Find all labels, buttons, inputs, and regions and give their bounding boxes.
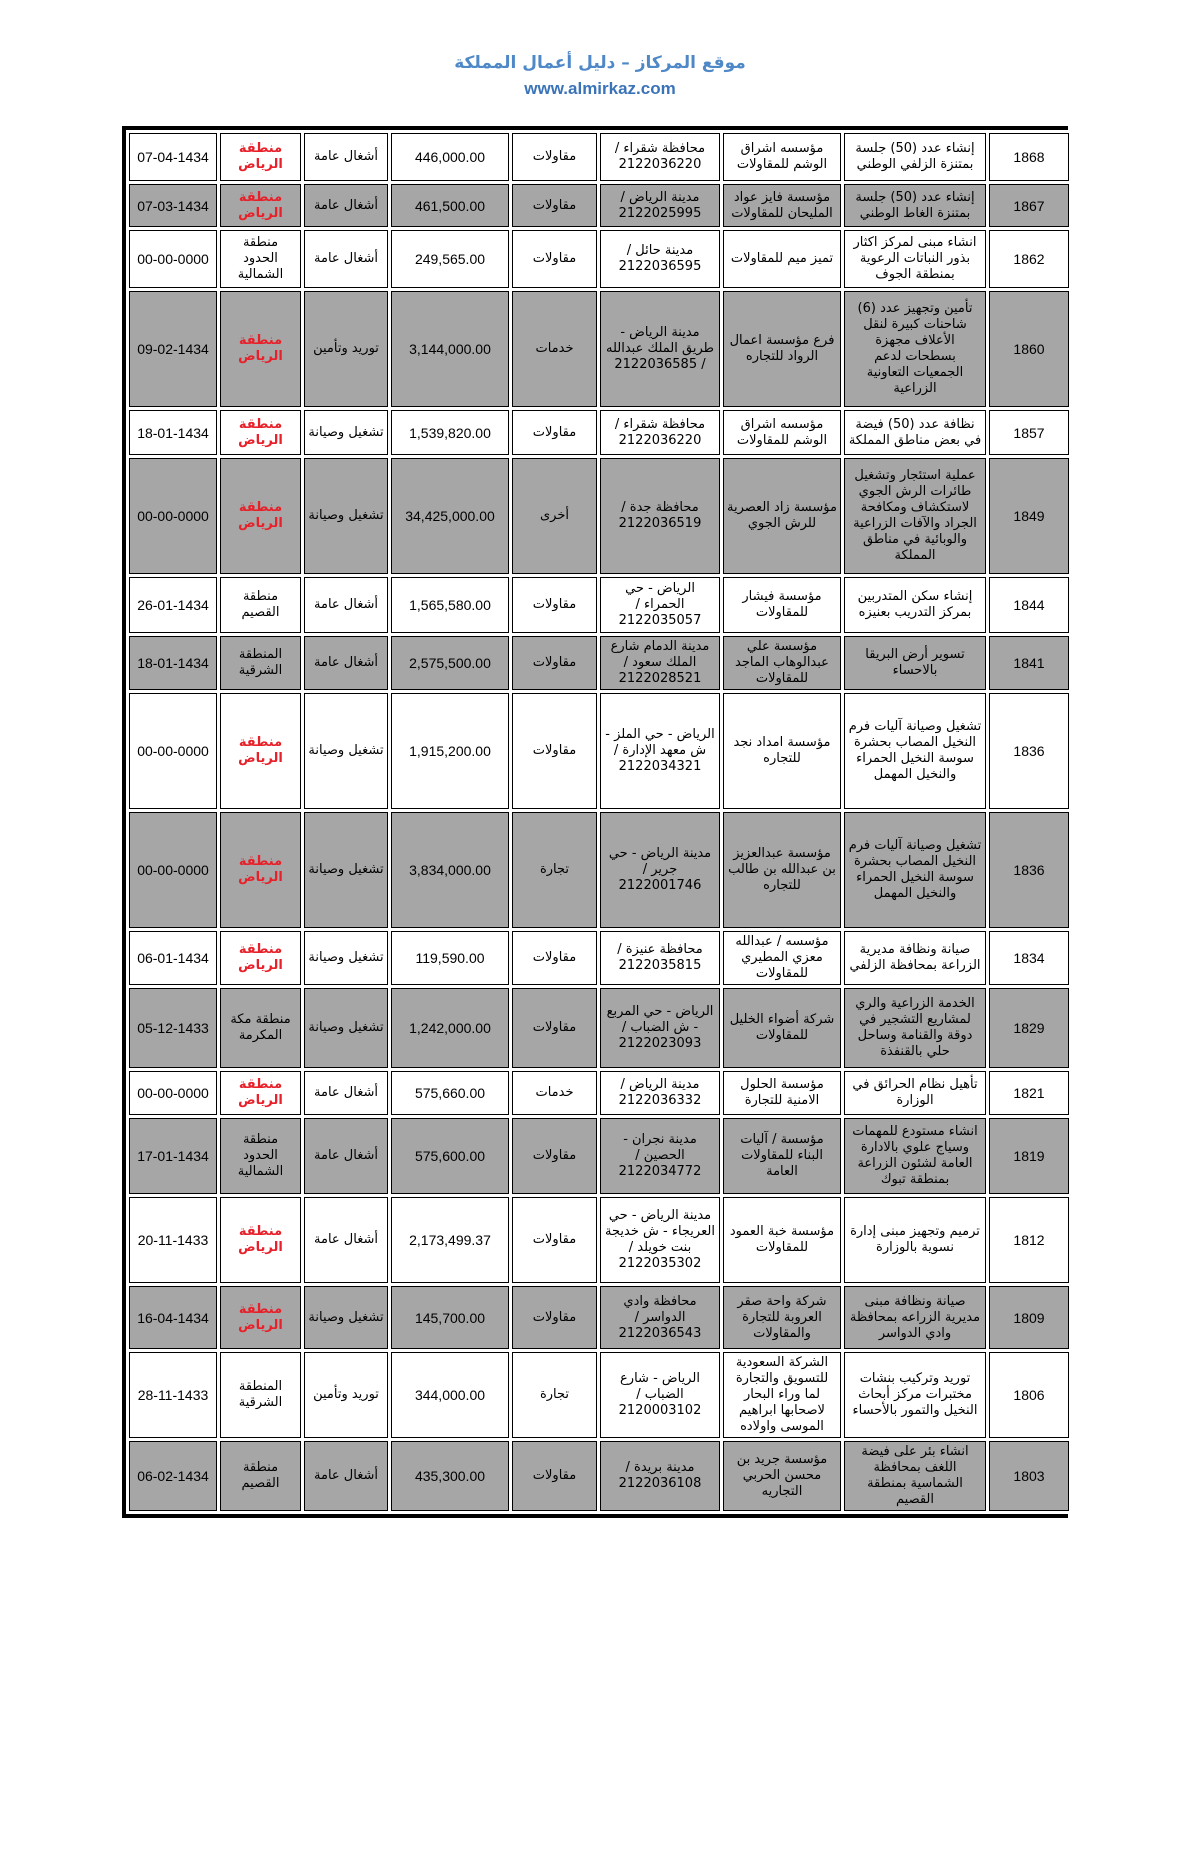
company-cell: مؤسسة الحلول الامنية للتجارة	[723, 1071, 841, 1115]
city-cell: الرياض - شارع الضباب / 2120003102	[600, 1352, 720, 1438]
region-cell: منطقة القصيم	[220, 577, 301, 633]
description-cell: تأمين وتجهيز عدد (6) شاحنات كبيرة لنقل الأعلاف مجهزة بسطحات لدعم الجمعيات التعاونية الزراعية	[844, 291, 986, 407]
amount-cell: 1,539,820.00	[391, 410, 509, 455]
amount-cell: 119,590.00	[391, 931, 509, 985]
date-cell: 17-01-1434	[129, 1118, 217, 1194]
category-cell: تشغيل وصيانة	[304, 1286, 388, 1349]
company-cell: مؤسسة زاد العصرية للرش الجوي	[723, 458, 841, 574]
description-cell: صيانة ونظافة مبنى مديرية الزراعه بمحافظة وادي الدواسر	[844, 1286, 986, 1349]
amount-cell: 249,565.00	[391, 230, 509, 288]
region-cell: منطقة الرياض	[220, 693, 301, 809]
category-cell: أشغال عامة	[304, 1071, 388, 1115]
company-cell: شركة واحة صقر العروبة للتجارة والمقاولات	[723, 1286, 841, 1349]
city-cell: الرياض - حي الملز - ش معهد الإدارة / 2122034321	[600, 693, 720, 809]
amount-cell: 461,500.00	[391, 184, 509, 227]
description-cell: تأهيل نظام الحرائق في الوزارة	[844, 1071, 986, 1115]
site-url[interactable]: www.almirkaz.com	[524, 79, 676, 98]
type-cell: مقاولات	[512, 184, 597, 227]
amount-cell: 3,834,000.00	[391, 812, 509, 928]
table-row	[129, 1352, 1069, 1438]
number-cell: 1803	[989, 1441, 1069, 1511]
region-cell: منطقة مكة المكرمة	[220, 988, 301, 1068]
date-cell: 05-12-1433	[129, 988, 217, 1068]
type-cell: خدمات	[512, 291, 597, 407]
city-cell: مدينة الدمام شارع الملك سعود / 2122028521	[600, 636, 720, 690]
number-cell: 1812	[989, 1197, 1069, 1283]
type-cell: تجارة	[512, 1352, 597, 1438]
description-cell: إنشاء سكن المتدربين بمركز التدريب بعنيزه	[844, 577, 986, 633]
tenders-table-body	[129, 133, 1069, 1511]
category-cell: تشغيل وصيانة	[304, 988, 388, 1068]
category-cell: تشغيل وصيانة	[304, 931, 388, 985]
number-cell: 1841	[989, 636, 1069, 690]
number-cell: 1834	[989, 931, 1069, 985]
region-cell: منطقة الرياض	[220, 812, 301, 928]
company-cell: فرع مؤسسة اعمال الرواد للتجاره	[723, 291, 841, 407]
description-cell: إنشاء عدد (50) جلسة بمتنزة الغاط الوطني	[844, 184, 986, 227]
description-cell: تسوير أرض البريقا بالاحساء	[844, 636, 986, 690]
type-cell: مقاولات	[512, 636, 597, 690]
amount-cell: 1,242,000.00	[391, 988, 509, 1068]
region-cell: منطقة الحدود الشمالية	[220, 1118, 301, 1194]
number-cell: 1821	[989, 1071, 1069, 1115]
date-cell: 00-00-0000	[129, 1071, 217, 1115]
table-row	[129, 410, 1069, 455]
type-cell: مقاولات	[512, 133, 597, 181]
type-cell: مقاولات	[512, 1197, 597, 1283]
number-cell: 1819	[989, 1118, 1069, 1194]
date-cell: 18-01-1434	[129, 410, 217, 455]
city-cell: محافظة جدة / 2122036519	[600, 458, 720, 574]
category-cell: تشغيل وصيانة	[304, 458, 388, 574]
amount-cell: 1,565,580.00	[391, 577, 509, 633]
type-cell: مقاولات	[512, 693, 597, 809]
date-cell: 26-01-1434	[129, 577, 217, 633]
table-row	[129, 1118, 1069, 1194]
city-cell: محافظة شقراء / 2122036220	[600, 410, 720, 455]
type-cell: تجارة	[512, 812, 597, 928]
table-row	[129, 988, 1069, 1068]
date-cell: 09-02-1434	[129, 291, 217, 407]
description-cell: تشغيل وصيانة آليات فرم النخيل المصاب بحشرة سوسة النخيل الحمراء والنخيل المهمل	[844, 693, 986, 809]
number-cell: 1860	[989, 291, 1069, 407]
region-cell: منطقة الرياض	[220, 133, 301, 181]
city-cell: محافظة وادي الدواسر / 2122036543	[600, 1286, 720, 1349]
amount-cell: 3,144,000.00	[391, 291, 509, 407]
description-cell: ترميم وتجهيز مبنى إدارة نسوية بالوزارة	[844, 1197, 986, 1283]
category-cell: توريد وتأمين	[304, 291, 388, 407]
table-row	[129, 693, 1069, 809]
company-cell: مؤسسه / عبدالله معزي المطيري للمقاولات	[723, 931, 841, 985]
table-row	[129, 184, 1069, 227]
region-cell: منطقة الرياض	[220, 1286, 301, 1349]
number-cell: 1829	[989, 988, 1069, 1068]
category-cell: أشغال عامة	[304, 1197, 388, 1283]
category-cell: أشغال عامة	[304, 577, 388, 633]
company-cell: الشركة السعودية للتسويق والتجارة لما وراء البحار لاصحابها ابراهيم الموسى واولاده	[723, 1352, 841, 1438]
company-cell: مؤسسة جريد بن محسن الحربي التجاريه	[723, 1441, 841, 1511]
date-cell: 00-00-0000	[129, 693, 217, 809]
table-row	[129, 931, 1069, 985]
region-cell: منطقة الرياض	[220, 291, 301, 407]
city-cell: مدينة نجران - الحصين / 2122034772	[600, 1118, 720, 1194]
company-cell: تميز ميم للمقاولات	[723, 230, 841, 288]
date-cell: 16-04-1434	[129, 1286, 217, 1349]
number-cell: 1862	[989, 230, 1069, 288]
amount-cell: 344,000.00	[391, 1352, 509, 1438]
city-cell: الرياض - حي المربع - ش الضباب / 2122023093	[600, 988, 720, 1068]
table-row	[129, 1197, 1069, 1283]
amount-cell: 145,700.00	[391, 1286, 509, 1349]
table-row	[129, 458, 1069, 574]
region-cell: منطقة الحدود الشمالية	[220, 230, 301, 288]
date-cell: 00-00-0000	[129, 458, 217, 574]
category-cell: توريد وتأمين	[304, 1352, 388, 1438]
type-cell: مقاولات	[512, 1118, 597, 1194]
company-cell: مؤسسة عبدالعزيز بن عبدالله بن طالب للتجاره	[723, 812, 841, 928]
company-cell: مؤسسة خبة العمود للمقاولات	[723, 1197, 841, 1283]
number-cell: 1836	[989, 812, 1069, 928]
company-cell: مؤسسه اشراق الوشم للمقاولات	[723, 410, 841, 455]
category-cell: تشغيل وصيانة	[304, 410, 388, 455]
category-cell: أشغال عامة	[304, 1441, 388, 1511]
number-cell: 1844	[989, 577, 1069, 633]
company-cell: مؤسسه اشراق الوشم للمقاولات	[723, 133, 841, 181]
number-cell: 1857	[989, 410, 1069, 455]
date-cell: 07-04-1434	[129, 133, 217, 181]
category-cell: تشغيل وصيانة	[304, 812, 388, 928]
date-cell: 28-11-1433	[129, 1352, 217, 1438]
region-cell: منطقة الرياض	[220, 1071, 301, 1115]
amount-cell: 446,000.00	[391, 133, 509, 181]
city-cell: محافظة شقراء / 2122036220	[600, 133, 720, 181]
description-cell: نظافة عدد (50) فيضة في بعض مناطق المملكة	[844, 410, 986, 455]
category-cell: أشغال عامة	[304, 636, 388, 690]
type-cell: خدمات	[512, 1071, 597, 1115]
category-cell: أشغال عامة	[304, 184, 388, 227]
region-cell: المنطقة الشرقية	[220, 636, 301, 690]
company-cell: مؤسسة فيشار للمقاولات	[723, 577, 841, 633]
description-cell: انشاء بئر على فيضة اللغف بمحافظة الشماسية بمنطقة القصيم	[844, 1441, 986, 1511]
type-cell: مقاولات	[512, 410, 597, 455]
table-row	[129, 133, 1069, 181]
tenders-table	[126, 130, 1072, 1514]
city-cell: مدينة بريدة / 2122036108	[600, 1441, 720, 1511]
category-cell: تشغيل وصيانة	[304, 693, 388, 809]
number-cell: 1849	[989, 458, 1069, 574]
city-cell: مدينة الرياض - حي جرير / 2122001746	[600, 812, 720, 928]
category-cell: أشغال عامة	[304, 230, 388, 288]
tenders-table-frame	[122, 126, 1068, 1518]
table-row	[129, 1071, 1069, 1115]
city-cell: الرياض - حي الحمراء / 2122035057	[600, 577, 720, 633]
date-cell: 20-11-1433	[129, 1197, 217, 1283]
city-cell: مدينة الرياض / 2122036332	[600, 1071, 720, 1115]
description-cell: تشغيل وصيانة آليات فرم النخيل المصاب بحشرة سوسة النخيل الحمراء والنخيل المهمل	[844, 812, 986, 928]
number-cell: 1867	[989, 184, 1069, 227]
region-cell: منطقة الرياض	[220, 931, 301, 985]
region-cell: منطقة الرياض	[220, 458, 301, 574]
amount-cell: 575,600.00	[391, 1118, 509, 1194]
amount-cell: 435,300.00	[391, 1441, 509, 1511]
region-cell: منطقة الرياض	[220, 410, 301, 455]
type-cell: مقاولات	[512, 1286, 597, 1349]
date-cell: 00-00-0000	[129, 812, 217, 928]
description-cell: توريد وتركيب بنشات مختبرات مركز أبحاث النخيل والتمور بالأحساء	[844, 1352, 986, 1438]
category-cell: أشغال عامة	[304, 1118, 388, 1194]
amount-cell: 1,915,200.00	[391, 693, 509, 809]
amount-cell: 2,575,500.00	[391, 636, 509, 690]
amount-cell: 34,425,000.00	[391, 458, 509, 574]
description-cell: صيانة ونظافة مديرية الزراعة بمحافظة الزلفي	[844, 931, 986, 985]
type-cell: مقاولات	[512, 988, 597, 1068]
table-row	[129, 1286, 1069, 1349]
city-cell: مدينة الرياض - طريق الملك عبدالله / 2122036585	[600, 291, 720, 407]
date-cell: 06-02-1434	[129, 1441, 217, 1511]
company-cell: مؤسسة فايز عواد المليحان للمقاولات	[723, 184, 841, 227]
region-cell: منطقة الرياض	[220, 1197, 301, 1283]
type-cell: مقاولات	[512, 1441, 597, 1511]
company-cell: مؤسسة امداد نجد للتجاره	[723, 693, 841, 809]
city-cell: مدينة حائل / 2122036595	[600, 230, 720, 288]
company-cell: مؤسسة / آليات البناء للمقاولات العامة	[723, 1118, 841, 1194]
site-title: موقع المركاز – دليل أعمال المملكة	[454, 53, 746, 73]
date-cell: 00-00-0000	[129, 230, 217, 288]
number-cell: 1809	[989, 1286, 1069, 1349]
city-cell: مدينة الرياض / 2122025995	[600, 184, 720, 227]
description-cell: انشاء مبنى لمركز اكثار بذور النباتات الرعوية بمنطقة الجوف	[844, 230, 986, 288]
region-cell: منطقة القصيم	[220, 1441, 301, 1511]
amount-cell: 2,173,499.37	[391, 1197, 509, 1283]
page-header	[0, 50, 1200, 102]
company-cell: شركة أضواء الخليل للمقاولات	[723, 988, 841, 1068]
date-cell: 18-01-1434	[129, 636, 217, 690]
company-cell: مؤسسة علي عبدالوهاب الماجد للمقاولات	[723, 636, 841, 690]
region-cell: المنطقة الشرقية	[220, 1352, 301, 1438]
description-cell: عملية استئجار وتشغيل طائرات الرش الجوي لاستكشاف ومكافحة الجراد والآفات الزراعية والوبائية في مناطق المملكة	[844, 458, 986, 574]
number-cell: 1836	[989, 693, 1069, 809]
type-cell: مقاولات	[512, 230, 597, 288]
description-cell: إنشاء عدد (50) جلسة بمتنزة الزلفي الوطني	[844, 133, 986, 181]
type-cell: مقاولات	[512, 577, 597, 633]
table-row	[129, 1441, 1069, 1511]
category-cell: أشغال عامة	[304, 133, 388, 181]
table-row	[129, 812, 1069, 928]
table-row	[129, 230, 1069, 288]
type-cell: أخرى	[512, 458, 597, 574]
region-cell: منطقة الرياض	[220, 184, 301, 227]
description-cell: انشاء مستودع للمهمات وسياج علوي بالادارة العامة لشئون الزراعة بمنطقة تبوك	[844, 1118, 986, 1194]
table-row	[129, 577, 1069, 633]
table-row	[129, 636, 1069, 690]
description-cell: الخدمة الزراعية والري لمشاريع التشجير في دوقة والقنامة وساحل حلي بالقنفذة	[844, 988, 986, 1068]
table-row	[129, 291, 1069, 407]
type-cell: مقاولات	[512, 931, 597, 985]
amount-cell: 575,660.00	[391, 1071, 509, 1115]
number-cell: 1806	[989, 1352, 1069, 1438]
date-cell: 07-03-1434	[129, 184, 217, 227]
city-cell: مدينة الرياض - حي العريجاء - ش خديجة بنت خويلد / 2122035302	[600, 1197, 720, 1283]
date-cell: 06-01-1434	[129, 931, 217, 985]
city-cell: محافظة عنيزة / 2122035815	[600, 931, 720, 985]
number-cell: 1868	[989, 133, 1069, 181]
